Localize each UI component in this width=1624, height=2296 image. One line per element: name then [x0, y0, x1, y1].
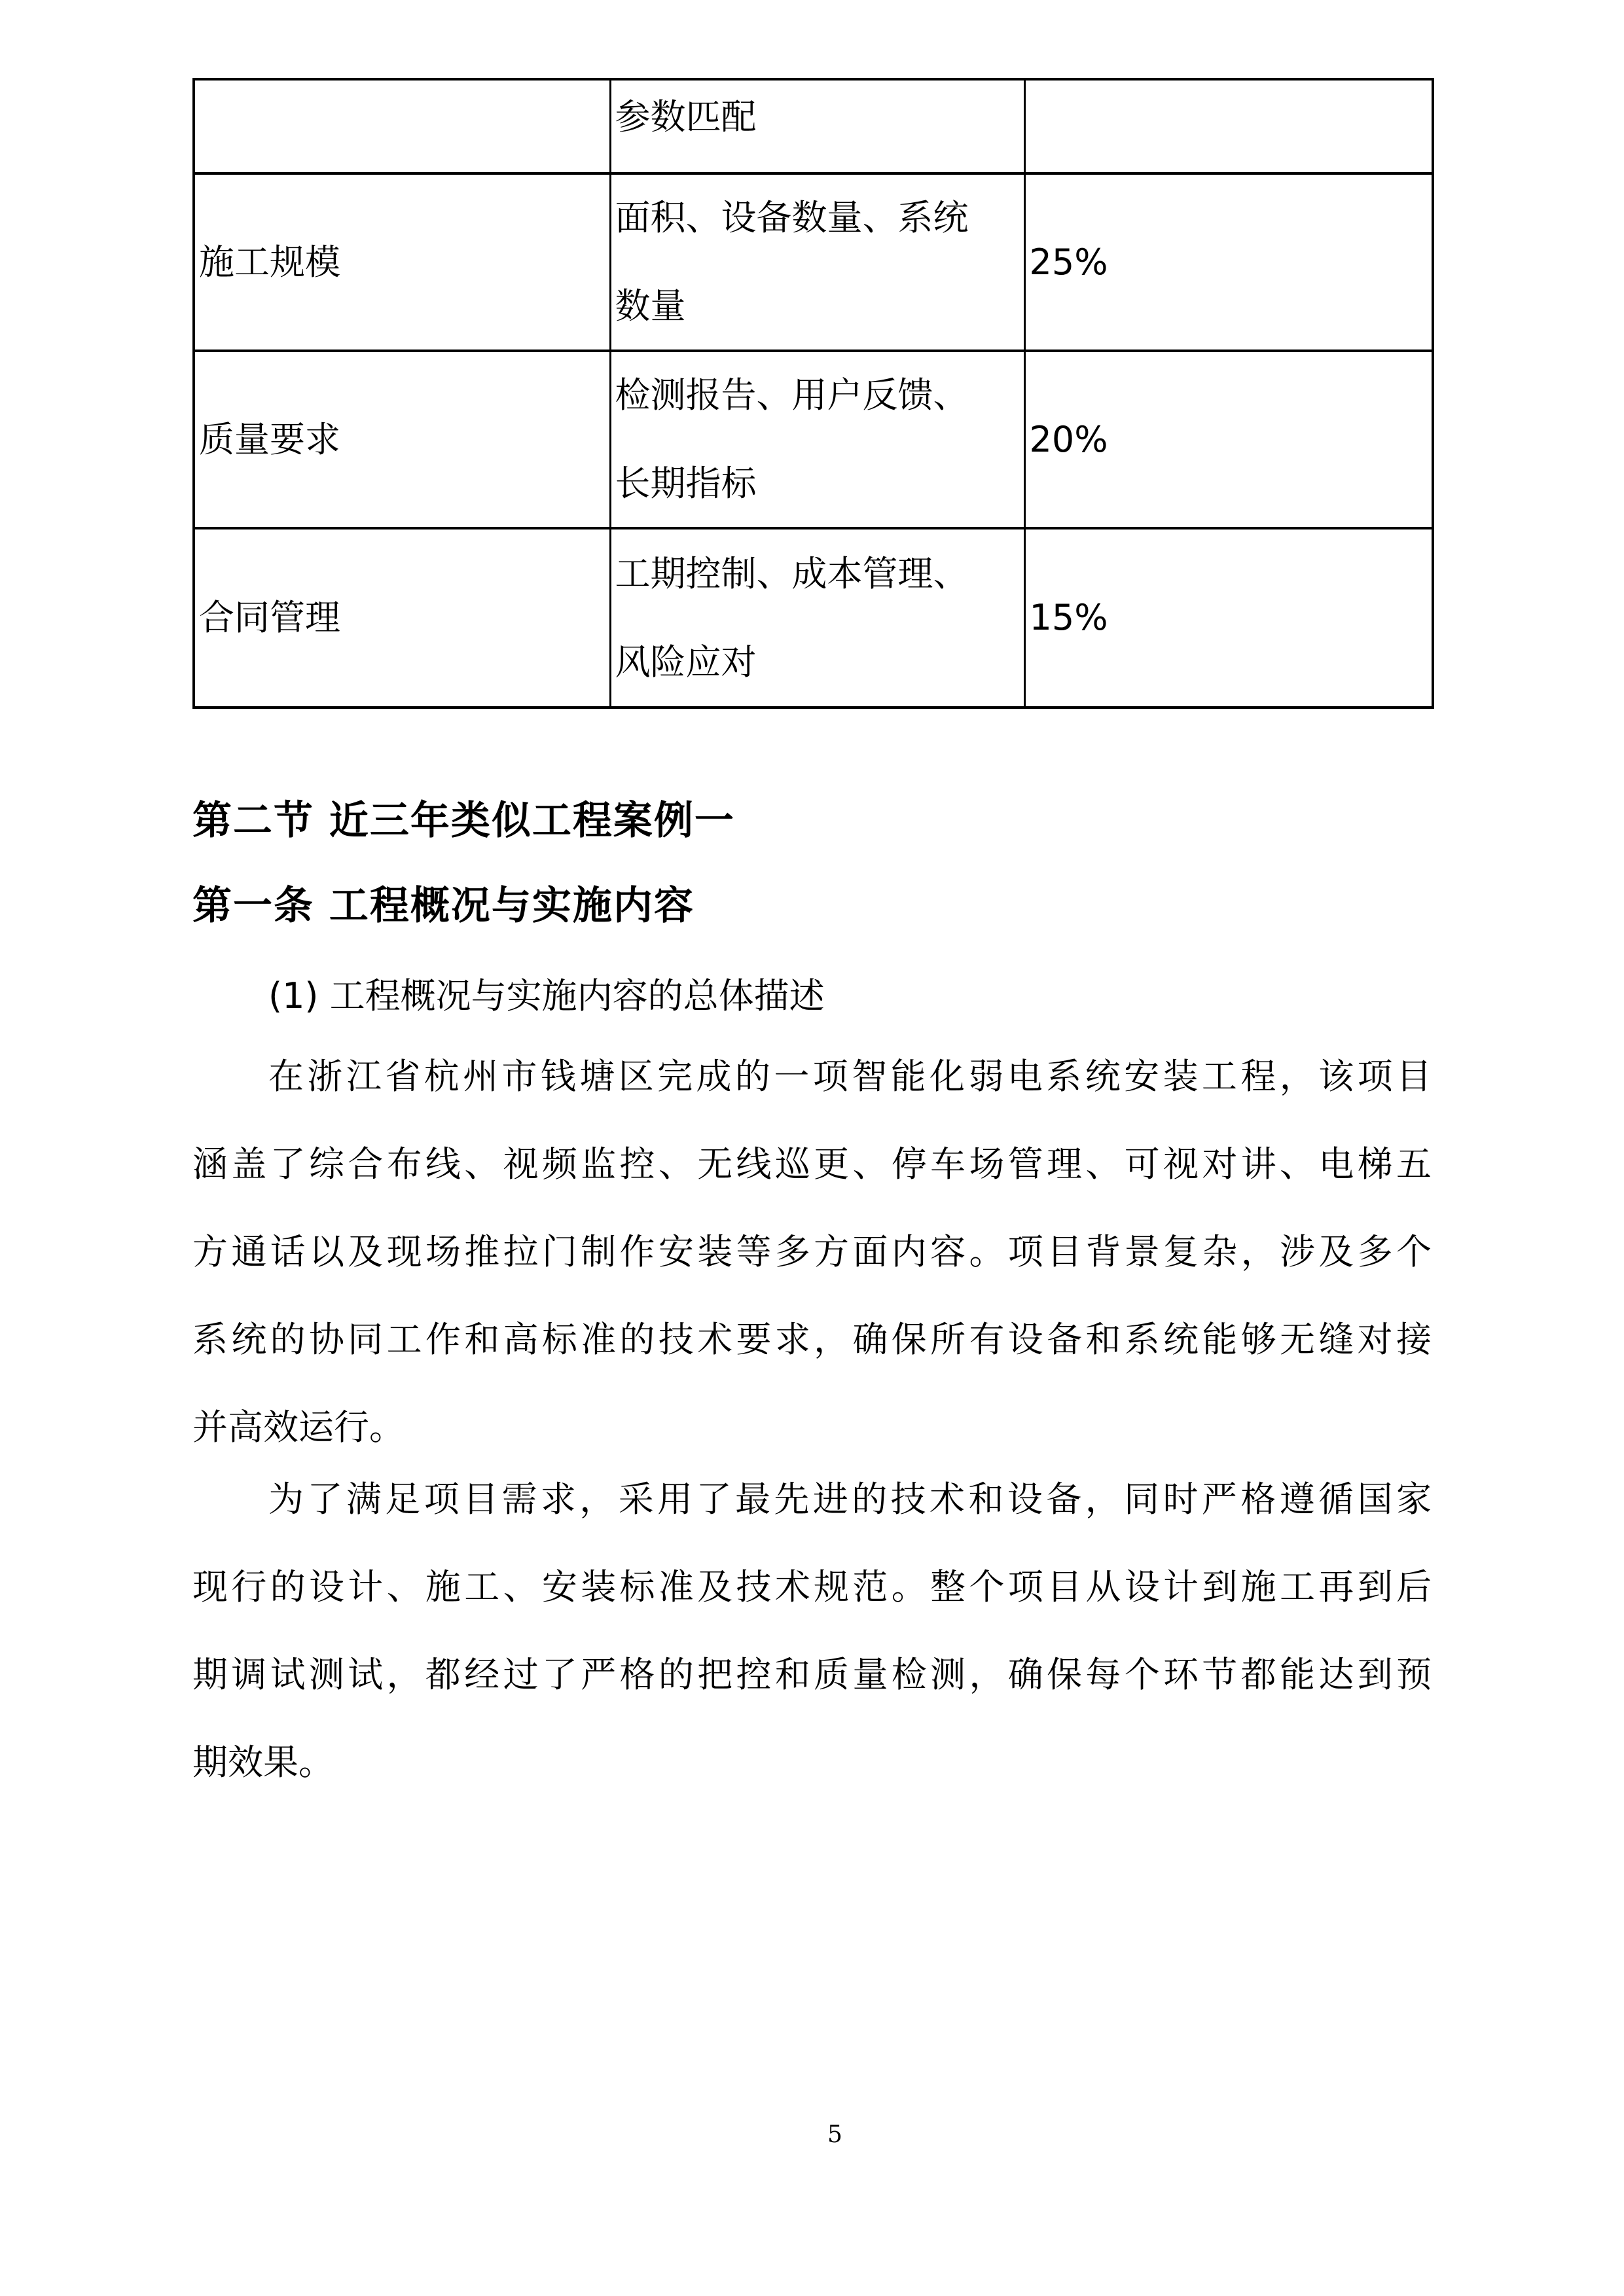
indicator-cell	[610, 528, 1024, 708]
paragraph-project-overview	[192, 1033, 1432, 1471]
paragraph-line: 期调试测试，都经过了严格的把控和质量检测，确保每个环节都能达到预	[192, 1654, 1432, 1695]
indicator-line: 长期指标	[615, 463, 757, 504]
paragraph-line: 涵盖了综合布线、视频监控、无线巡更、停车场管理、可视对讲、电梯五	[192, 1143, 1432, 1185]
paragraph-line: 系统的协同工作和高标准的技术要求，确保所有设备和系统能够无缝对接	[192, 1319, 1432, 1360]
weight-cell: 20%	[1024, 351, 1433, 528]
criterion-cell: 合同管理	[194, 528, 610, 708]
weight-cell	[1024, 79, 1433, 173]
indicator-cell	[610, 173, 1024, 351]
evaluation-criteria-table	[192, 78, 1434, 709]
indicator-cell	[610, 79, 1024, 173]
table-row	[194, 79, 1433, 173]
indicator-line: 检测报告、用户反馈、	[615, 374, 969, 416]
indicator-line: 工期控制、成本管理、	[615, 552, 969, 594]
indicator-line: 风险应对	[615, 641, 757, 683]
table-row	[194, 351, 1433, 528]
weight-cell: 15%	[1024, 528, 1433, 708]
paragraph-line: 方通话以及现场推拉门制作安装等多方面内容。项目背景复杂，涉及多个	[192, 1231, 1432, 1272]
weight-cell: 25%	[1024, 173, 1433, 351]
indicator-line: 数量	[615, 285, 686, 327]
subheading: (1) 工程概况与实施内容的总体描述	[268, 975, 825, 1016]
page-number: 5	[827, 2121, 842, 2148]
indicator-line: 面积、设备数量、系统	[615, 197, 969, 238]
article-title: 第一条 工程概况与实施内容	[192, 883, 695, 929]
section-title: 第二节 近三年类似工程案例一	[192, 798, 735, 844]
indicator-line: 参数匹配	[615, 96, 757, 137]
table-row	[194, 528, 1433, 708]
criterion-cell: 施工规模	[194, 173, 610, 351]
indicator-cell	[610, 351, 1024, 528]
paragraph-line: 并高效运行。	[192, 1407, 405, 1448]
criterion-cell	[194, 79, 610, 173]
paragraph-line: 现行的设计、施工、安装标准及技术规范。整个项目从设计到施工再到后	[192, 1566, 1432, 1607]
paragraph-line: 为了满足项目需求，采用了最先进的技术和设备，同时严格遵循国家	[268, 1479, 1432, 1520]
criterion-cell: 质量要求	[194, 351, 610, 528]
table-row	[194, 173, 1433, 351]
paragraph-line: 期效果。	[192, 1742, 334, 1783]
paragraph-technology-standards	[192, 1456, 1432, 1806]
paragraph-line: 在浙江省杭州市钱塘区完成的一项智能化弱电系统安装工程，该项目	[268, 1056, 1432, 1097]
